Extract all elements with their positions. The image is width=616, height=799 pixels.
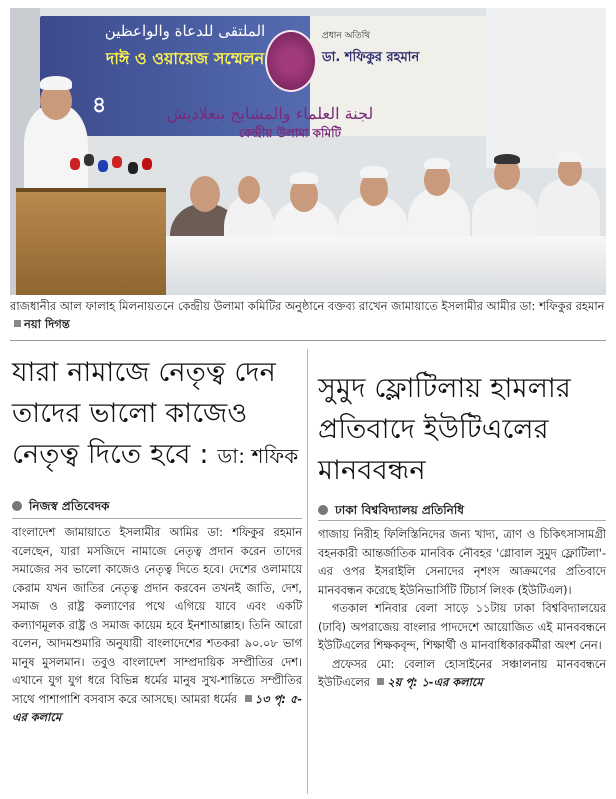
bullet-dot-icon bbox=[12, 501, 22, 511]
banner-arabic-org: لجنة العلماء والمشايخ بنغلاديش bbox=[166, 104, 374, 123]
right-para-1: গাজায় নিরীহ ফিলিস্তিনিদের জন্য খাদ্য, ত্রাণ ও চিকিৎসাসামগ্রী বহনকারী আন্তর্জাতিক মানবিক নৌবহর 'গ্লোবাল সুমুদ ফ্লোটিলা'-এর ওপর ইসরাইলি সেনাদের নৃশংস আক্রমণের প্রতিবাদে মানববন্ধন করেছে ইউনিভার্সিটি টিচার্স লিংক (ইউটিএল)। bbox=[318, 528, 606, 597]
left-headline-line-1: যারা নামাজে নেতৃত্ব দেন bbox=[12, 357, 276, 388]
banner-guest-name: ডা. শফিকুর রহমান bbox=[322, 50, 420, 65]
banner-guest-label: প্রধান অতিথি bbox=[322, 31, 371, 41]
right-article-body bbox=[318, 526, 606, 693]
left-byline: নিজস্ব প্রতিবেদক bbox=[12, 498, 109, 518]
right-para-3: প্রফেসর মো: বেলাল হোসাইনের সঞ্চালনায় মানববন্ধনে ইউটিএলের bbox=[318, 657, 606, 689]
dais-table bbox=[160, 236, 606, 295]
square-bullet-icon bbox=[245, 695, 252, 702]
caption-divider bbox=[10, 340, 606, 341]
left-body-text: বাংলাদেশ জামায়াতে ইসলামীর আমির ডা: শফিকুর রহমান বলেছেন, যারা মসজিদে নামাজে নেতৃত্ব প্রদান করেন তাদের সমাজের সব ভালো কাজেও নেতৃত্ব দিতে হবে। দেশের ওলামায়ে কেরাম যখন জাতির নেতৃত্ব প্রদান করবেন তখনই জাতি, দেশ, সমাজ ও রাষ্ট্র কল্যাণের পথে এগিয়ে যাবে এবং একটি কল্যাণমূলক রাষ্ট্র ও সমাজ কায়েম হবে ইনশাআল্লাহ। তিনি আরো বলেন, আদমশুমারি অনুযায়ী বাংলাদেশের শতকরা ৯০.০৮ ভাগ মানুষ মুসলমান। তবুও বাংলাদেশ সাম্প্রদায়িক সম্প্রীতির দেশ। এখানে যুগ যুগ ধরে বিভিন্ন ধর্মের মানুষ সুখ-শান্তিতে সম্প্রীতির সাথে পাশাপাশি বসবাস করে আসছে। আমরা ধর্মের bbox=[12, 526, 302, 706]
square-bullet-icon bbox=[377, 678, 384, 685]
podium bbox=[16, 188, 166, 295]
photo-caption bbox=[10, 297, 606, 333]
right-headline bbox=[318, 368, 608, 491]
left-headline-byname: ডা: শফিক bbox=[217, 444, 299, 468]
banner-bangla-title: দাঈ ও ওয়ায়েজ সম্মেলন bbox=[105, 49, 265, 68]
banner-arabic-title: الملتقى للدعاة والواعظين bbox=[104, 22, 266, 40]
right-byline-rule bbox=[318, 520, 606, 521]
speaker-cap bbox=[40, 76, 72, 90]
left-jump-link[interactable]: ১৩ পৃ: ৫-এর কলামে bbox=[12, 692, 303, 724]
right-jump-link[interactable]: ২য় পৃ: ১-এর কলামে bbox=[387, 676, 483, 689]
banner-logo-emblem bbox=[265, 30, 317, 92]
photo-credit: নয়া দিগন্ত bbox=[24, 317, 70, 331]
news-photo bbox=[10, 8, 606, 295]
right-byline: ঢাকা বিশ্ববিদ্যালয় প্রতিনিধি bbox=[318, 502, 464, 522]
banner-bangla-org: কেন্দ্রীয় উলামা কমিটি bbox=[238, 126, 342, 140]
left-headline-line-3: নেতৃত্ব দিতে হবে : ডা: শফিক bbox=[12, 439, 299, 470]
banner-date: ৪ bbox=[92, 93, 107, 118]
right-headline-line-3: মানববন্ধন bbox=[318, 455, 426, 486]
left-byline-rule bbox=[12, 518, 302, 519]
square-bullet-icon bbox=[14, 320, 21, 327]
right-headline-line-2: প্রতিবাদে ইউটিএলের bbox=[318, 414, 549, 445]
left-article-body bbox=[12, 524, 302, 728]
photo-wall-right bbox=[486, 8, 606, 168]
left-headline bbox=[12, 352, 304, 477]
caption-text: রাজধানীর আল ফালাহ মিলনায়তনে কেন্দ্রীয় উলামা কমিটির অনুষ্ঠানে বক্তব্য রাখেন জামায়াতে ইসলামীর আমীর ডা: শফিকুর রহমান bbox=[10, 299, 605, 313]
column-divider bbox=[307, 349, 308, 794]
right-para-2: গতকাল শনিবার বেলা সাড়ে ১১টায় ঢাকা বিশ্ববিদ্যালয়ের (ঢাবি) অপরাজেয় বাংলার পাদদেশে আয়োজিত এই মানববন্ধনে ইউটিএলের শিক্ষকবৃন্দ, শিক্ষার্থী ও মানবাধিকারকর্মীরা অংশ নেন। bbox=[318, 602, 606, 652]
left-headline-line-2: তাদের ভালো কাজেও bbox=[12, 398, 248, 429]
right-headline-line-1: সুমুদ ফ্লোটিলায় হামলার bbox=[318, 373, 571, 404]
bullet-dot-icon bbox=[318, 505, 328, 515]
